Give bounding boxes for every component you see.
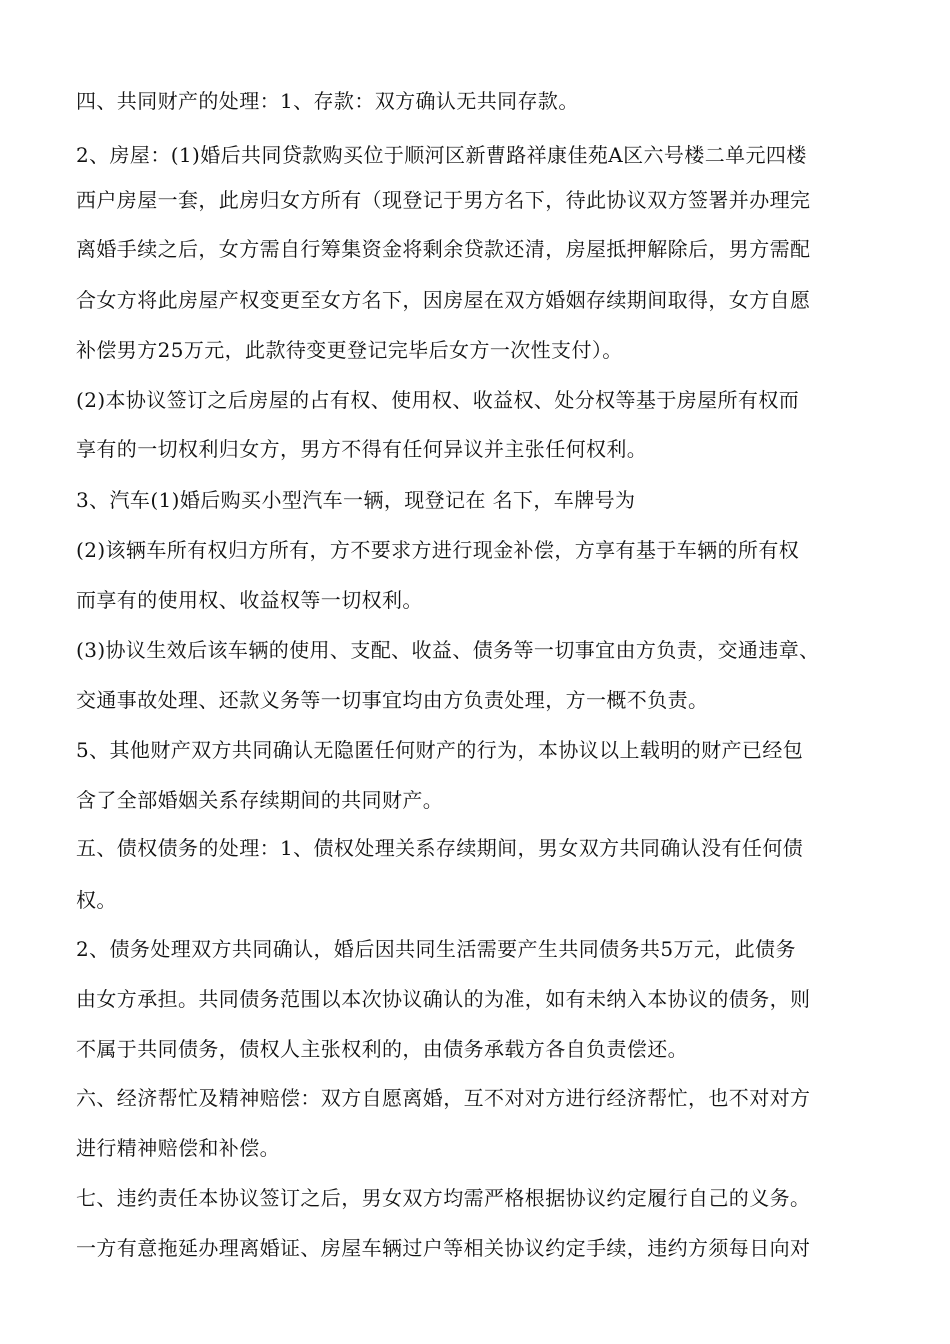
text-line: 四、共同财产的处理：1、存款：双方确认无共同存款。 xyxy=(76,89,579,113)
text-line: 一方有意拖延办理离婚证、房屋车辆过户等相关协议约定手续，违约方须每日向对 xyxy=(76,1236,811,1260)
text-line: (2)该辆车所有权归方所有，方不要求方进行现金补偿，方享有基于车辆的所有权 xyxy=(76,538,800,562)
text-line: 补偿男方25万元，此款待变更登记完毕后女方一次性支付）。 xyxy=(76,338,623,362)
text-line: 权。 xyxy=(76,888,117,912)
text-line: 而享有的使用权、收益权等一切权利。 xyxy=(76,588,423,612)
text-line: 2、债务处理双方共同确认，婚后因共同生活需要产生共同债务共5万元，此债务 xyxy=(76,937,796,961)
text-line: 享有的一切权利归女方，男方不得有任何异议并主张任何权利。 xyxy=(76,437,648,461)
text-line: 七、违约责任本协议签订之后，男女双方均需严格根据协议约定履行自己的义务。 xyxy=(76,1186,811,1210)
text-line: 不属于共同债务，债权人主张权利的，由债务承载方各自负责偿还。 xyxy=(76,1037,688,1061)
text-line: 由女方承担。共同债务范围以本次协议确认的为准，如有未纳入本协议的债务，则 xyxy=(76,987,811,1011)
text-line: 六、经济帮忙及精神赔偿：双方自愿离婚，互不对对方进行经济帮忙，也不对对方 xyxy=(76,1086,811,1110)
text-line: 交通事故处理、还款义务等一切事宜均由方负责处理，方一概不负责。 xyxy=(76,688,709,712)
text-line: 离婚手续之后，女方需自行筹集资金将剩余贷款还清，房屋抵押解除后，男方需配 xyxy=(76,237,811,261)
text-line: 5、其他财产双方共同确认无隐匿任何财产的行为，本协议以上载明的财产已经包 xyxy=(76,738,804,762)
text-line: 进行精神赔偿和补偿。 xyxy=(76,1136,280,1160)
text-line: 西户房屋一套，此房归女方所有（现登记于男方名下，待此协议双方签署并办理完 xyxy=(76,188,811,212)
text-line: (3)协议生效后该车辆的使用、支配、收益、债务等一切事宜由方负责，交通违章、 xyxy=(76,638,820,662)
text-line: 合女方将此房屋产权变更至女方名下，因房屋在双方婚姻存续期间取得，女方自愿 xyxy=(76,288,811,312)
text-line: (2)本协议签订之后房屋的占有权、使用权、收益权、处分权等基于房屋所有权而 xyxy=(76,388,800,412)
text-line: 3、汽车(1)婚后购买小型汽车一辆，现登记在 名下，车牌号为 xyxy=(76,488,636,512)
text-line: 2、房屋：(1)婚后共同贷款购买位于顺河区新曹路祥康佳苑A区六号楼二单元四楼 xyxy=(76,143,807,167)
text-line: 五、债权债务的处理：1、债权处理关系存续期间，男女双方共同确认没有任何债 xyxy=(76,836,804,860)
text-line: 含了全部婚姻关系存续期间的共同财产。 xyxy=(76,788,444,812)
